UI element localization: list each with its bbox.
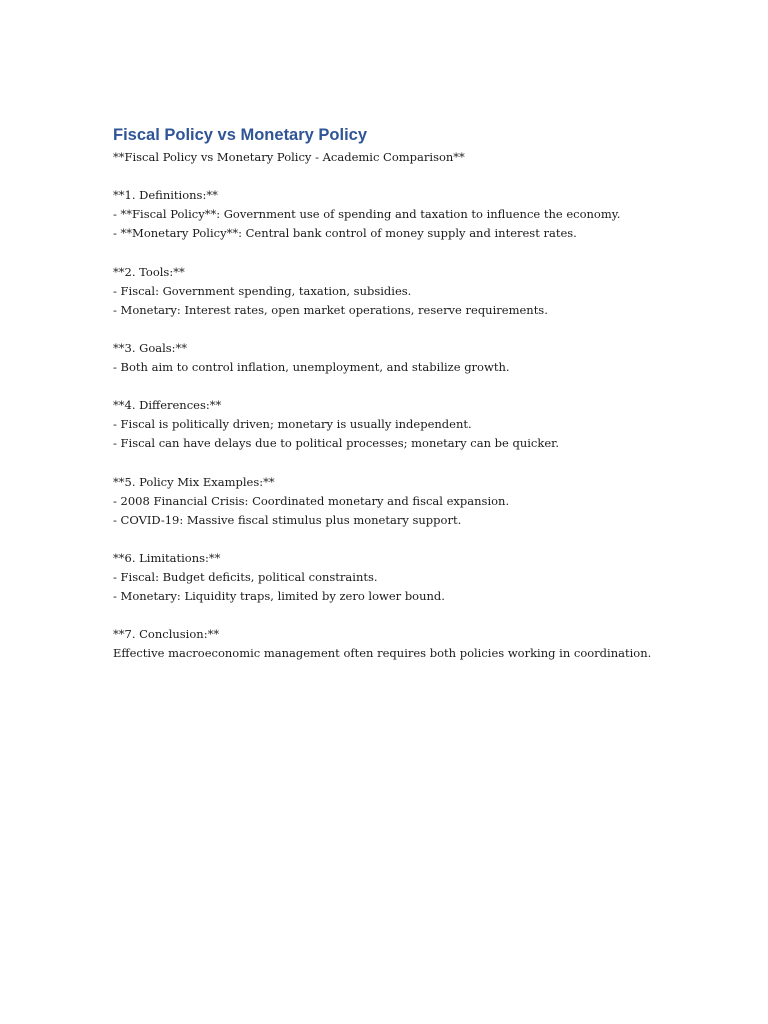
- blank-line: [113, 377, 733, 396]
- body-line: - Fiscal is politically driven; monetary is usually independent.: [113, 417, 472, 432]
- blank-line: [113, 320, 733, 339]
- body-line: - Monetary: Interest rates, open market operations, reserve requirements.: [113, 302, 548, 317]
- body-line: - Fiscal: Budget deficits, political constraints.: [113, 570, 378, 585]
- body-line: Effective macroeconomic management often requires both policies working in coordination.: [113, 646, 652, 661]
- section-heading-definitions: **1. Definitions:**: [113, 188, 218, 203]
- document-heading: Fiscal Policy vs Monetary Policy: [113, 126, 368, 144]
- blank-line: [113, 243, 733, 262]
- blank-line: [113, 530, 733, 549]
- body-line: - **Fiscal Policy**: Government use of spending and taxation to influence the economy.: [113, 207, 621, 222]
- blank-line: [113, 167, 733, 186]
- body-line: - Both aim to control inflation, unemployment, and stabilize growth.: [113, 360, 510, 375]
- section-heading-tools: **2. Tools:**: [113, 264, 185, 279]
- section-heading-goals: **3. Goals:**: [113, 340, 188, 355]
- body-line: - Fiscal can have delays due to political processes; monetary can be quicker.: [113, 436, 560, 451]
- body-line: - **Monetary Policy**: Central bank control of money supply and interest rates.: [113, 226, 577, 241]
- body-line: - Fiscal: Government spending, taxation, subsidies.: [113, 283, 412, 298]
- body-line: - COVID-19: Massive fiscal stimulus plus monetary support.: [113, 512, 462, 527]
- body-line: - 2008 Financial Crisis: Coordinated monetary and fiscal expansion.: [113, 493, 510, 508]
- section-heading-differences: **4. Differences:**: [113, 398, 222, 413]
- body-line: - Monetary: Liquidity traps, limited by zero lower bound.: [113, 589, 445, 604]
- section-heading-policy-mix: **5. Policy Mix Examples:**: [113, 474, 275, 489]
- blank-line: [113, 454, 733, 473]
- section-heading-conclusion: **7. Conclusion:**: [113, 627, 220, 642]
- document-body: [113, 148, 733, 664]
- section-heading-limitations: **6. Limitations:**: [113, 550, 221, 565]
- blank-line: [113, 606, 733, 625]
- body-line: **Fiscal Policy vs Monetary Policy - Academic Comparison**: [113, 150, 465, 164]
